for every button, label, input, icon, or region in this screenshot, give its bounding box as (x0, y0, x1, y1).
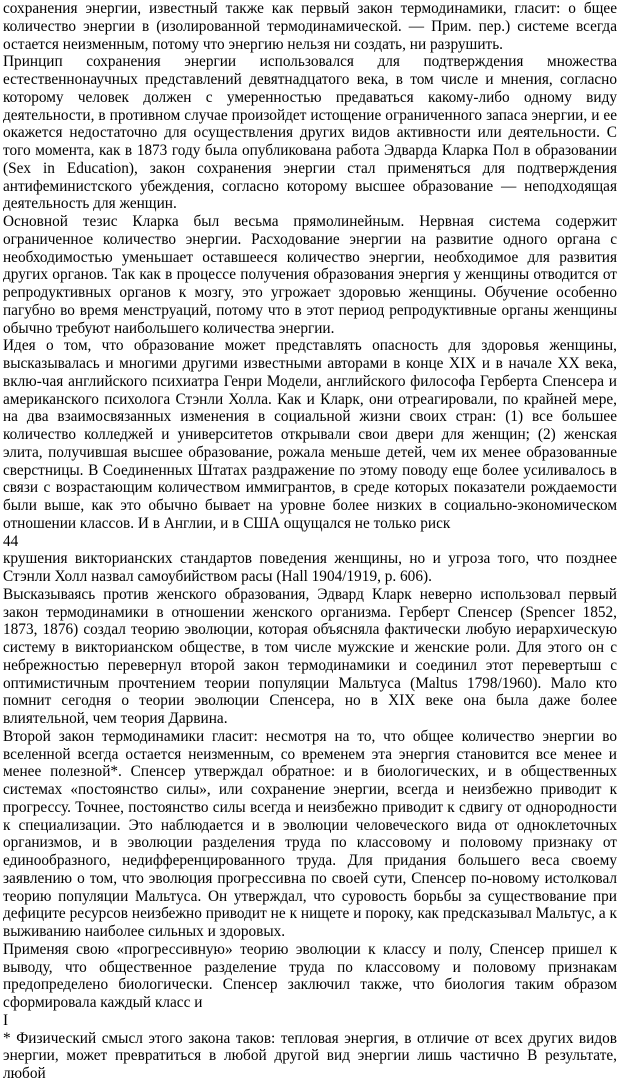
paragraph-energy-law: сохранения энергии, известный также как первый закон термодинамики, гласит: о бщее количество энергии в (изолированной термодинамической. — Прим. пер.) системе всегда остается неизменным, потому что энергию нельзя ни создать, ни разрушить. (3, 0, 617, 53)
paragraph-victorian-standards: крушения викторианских стандартов поведения женщины, но и угроза того, что позднее Стэнли Холл назвал самоубийством расы (Hall 1904/1919, р. 606). (3, 550, 617, 585)
paragraph-conservation-principle: Принцип сохранения энергии использовался для подтверждения множества естественнонаучных представлений девятнадцатого века, в том числе и мнения, согласно которому человек должен с умеренностью предаваться какому-либо одному виду деятельности, в противном случае произойдет истощение ограниченного запаса энергии, и ее окажется недостаточно для осуществления других видов активности или деятельности. С того момента, как в 1873 году была опубликована работа Эдварда Кларка Пол в образовании (Sex in Education), закон сохранения энергии стал применяться для подтверждения антифеминистского убеждения, согласно которому высшее образование — неподходящая деятельность для женщин. (3, 53, 617, 213)
paragraph-spencer-evolution: Высказываясь против женского образования, Эдвард Кларк неверно использовал первый закон термодинамики в отношении женского организма. Герберт Спенсер (Spencer 1852, 1873, 1876) создал теорию эволюции, которая объясняла фактически любую иерархическую систему в викторианском обществе, в том числе мужские и женские роли. Для этого он с небрежностью перевернул второй закон термодинамики и соединил этот перевертыш с оптимистичным прочтением теории популяции Мальтуса (Maltus 1798/1960). Мало кто помнит сегодня о теории эволюции Спенсера, но в XIX веке она была даже более влиятельной, чем теория Дарвина. (3, 585, 617, 727)
paragraph-class-gender: Применяя свою «прогрессивную» теорию эволюции к классу и полу, Спенсер пришел к выводу, что общественное разделение труда по классовому и половому признакам предопределено биологически. Спенсер заключил также, что биология таким образом сформировала каждый класс и (3, 940, 617, 1011)
paragraph-second-law: Второй закон термодинамики гласит: несмотря на то, что общее количество энергии во вселенной всегда остается неизменным, со временем эта энергия становится все менее и менее полезной*. Спенсер утверждал обратное: и в биологических, и в общественных системах «постоянство силы», или сохранение энергии, всегда и неизбежно приводит к прогрессу. Точнее, постоянство силы всегда и неизбежно приводит к сдвигу от однородности к специализации. Это наблюдается и в эволюции человеческого вида от одноклеточных организмов, и в эволюции разделения труда по классовому и половому признаку от единообразного, недифференцированного труда. Для придания большего веса своему заявлению о том, что эволюция прогрессивна по своей сути, Спенсер по-новому истолковал теорию популяции Мальтуса. Он утверждал, что суровость борьбы за существование при дефиците ресурсов неизбежно приводит не к нищете и пороку, как предсказывал Мальтус, а к выживанию наиболее сильных и здоровых. (3, 727, 617, 940)
paragraph-education-danger: Идея о том, что образование может представлять опасность для здоровья женщины, высказывалась и многими другими известными авторами в конце XIX и в начале XX века, вклю-чая английского психиатра Генри Модели, английского философа Герберта Спенсера и американского психолога Стэнли Холла. Как и Кларк, они отреагировали, по крайней мере, на два взаимосвязанных изменения в социальной жизни своих стран: (1) все большее количество колледжей и университетов открывали свои двери для женщин; (2) женская элита, получившая высшее образование, рожала меньше детей, чем их менее образованные сверстницы. В Соединенных Штатах раздражение по этому поводу еще более усиливалось в связи с возрастающим количеством иммигрантов, в среде которых показатели рождаемости были выше, как это обычно бывает на уровне более низких в социально-экономическом отношении классов. И в Англии, и в США ощущался не только риск (3, 337, 617, 532)
paragraph-clark-thesis: Основной тезис Кларка был весьма прямолинейным. Нервная система содержит ограниченное количество энергии. Расходование энергии на развитие одного органа с необходимостью уменьшает оставшееся количество энергии, необходимое для развития других органов. Так как в процессе получения образования энергия у женщины отводится от репродуктивных органов к мозгу, это угрожает здоровью женщины. Обучение особенно пагубно во время менструаций, потому что в этот период репродуктивные органы женщины обычно требуют наибольшего количества энергии. (3, 213, 617, 337)
footnote: * Физический смысл этого закона таков: тепловая энергия, в отличие от всех других видов энергии, может превратиться в любой другой вид энергии лишь частично В результате, любой (3, 1029, 617, 1082)
separator-mark: I (3, 1011, 9, 1029)
page-number: 44 (3, 532, 19, 550)
